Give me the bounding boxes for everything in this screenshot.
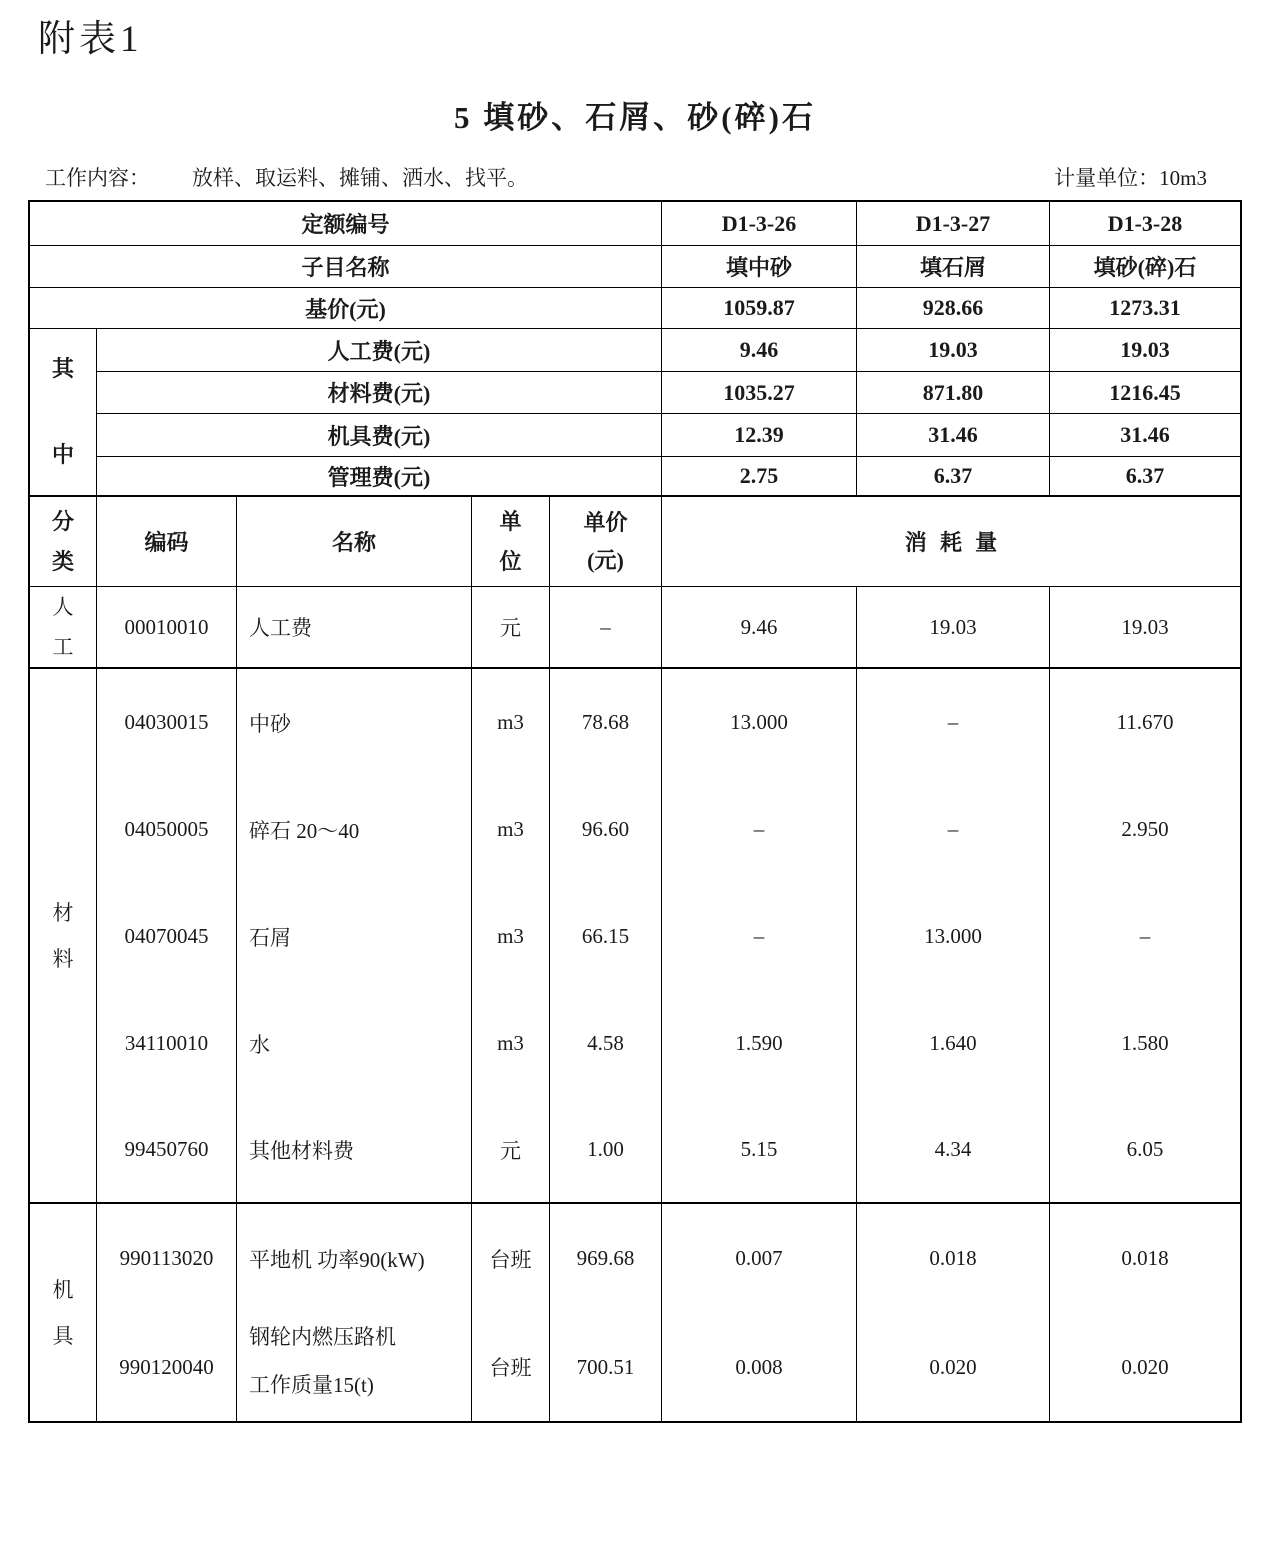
quota-number-value: D1-3-26: [662, 202, 857, 246]
consumption-value: 13.000: [857, 883, 1050, 990]
column-header-category-text: 分类: [51, 508, 74, 574]
material-fee-value: 1035.27: [662, 372, 857, 414]
quota-number-label: 定额编号: [30, 202, 662, 246]
base-price-value: 1273.31: [1050, 288, 1240, 329]
section-label-labor-text: 人工: [52, 595, 74, 659]
consumption-value: –: [1139, 924, 1151, 948]
row-price: 78.68: [550, 669, 662, 776]
row-unit: m3: [472, 990, 550, 1097]
row-code: 04050005: [97, 776, 237, 883]
consumption-value: 0.018: [1121, 1246, 1169, 1270]
row-name: 平地机 功率90(kW): [237, 1204, 472, 1313]
base-price-value: 928.66: [857, 288, 1050, 329]
quota-table: [28, 200, 1242, 1423]
column-header-category: [30, 497, 97, 587]
machine-fee-label: 机具费(元): [97, 414, 662, 457]
management-fee-value: 6.37: [857, 457, 1050, 497]
material-fee-label: 材料费(元): [97, 372, 662, 414]
row-code: 990120040: [97, 1313, 237, 1421]
row-price: –: [550, 587, 662, 669]
section-label-machinery-text: 机具: [52, 1277, 74, 1348]
consumption-value: 1.640: [857, 990, 1050, 1097]
row-name: 其他材料费: [237, 1097, 472, 1204]
consumption-value: 11.670: [1116, 710, 1174, 734]
row-unit: 台班: [472, 1313, 550, 1421]
quota-number-value: D1-3-27: [857, 202, 1050, 246]
subitem-name-label: 子目名称: [30, 246, 662, 288]
subitem-name-value: 填石屑: [857, 246, 1050, 288]
row-code: 990113020: [97, 1204, 237, 1313]
consumption-value: 1.590: [662, 990, 857, 1097]
row-price: 969.68: [550, 1204, 662, 1313]
consumption-value: –: [662, 776, 857, 883]
among-label-text: 其中: [51, 356, 74, 467]
row-unit: m3: [472, 669, 550, 776]
row-unit: m3: [472, 776, 550, 883]
meta-row: [45, 162, 1207, 192]
row-price: 4.58: [550, 990, 662, 1097]
consumption-value: 0.008: [662, 1313, 857, 1421]
column-header-name: 名称: [237, 497, 472, 587]
consumption-value: 0.020: [1121, 1354, 1169, 1379]
base-price-label: 基价(元): [30, 288, 662, 329]
column-header-price-line1: 单价: [583, 509, 628, 535]
row-unit: 元: [472, 587, 550, 669]
row-name: 人工费: [237, 587, 472, 669]
row-name: 水: [237, 990, 472, 1097]
section-label-labor: [30, 587, 97, 669]
management-fee-value: 2.75: [662, 457, 857, 497]
labor-fee-label: 人工费(元): [97, 329, 662, 372]
consumption-value: –: [857, 776, 1050, 883]
consumption-value: 0.007: [662, 1204, 857, 1313]
consumption-value: 9.46: [662, 587, 857, 669]
consumption-value: 2.950: [1121, 817, 1169, 841]
column-header-unit: [472, 497, 550, 587]
base-price-value: 1059.87: [662, 288, 857, 329]
row-code: 99450760: [97, 1097, 237, 1204]
row-price: 96.60: [550, 776, 662, 883]
labor-fee-value: 19.03: [857, 329, 1050, 372]
row-name-line1: 钢轮内燃压路机: [249, 1325, 396, 1349]
labor-fee-value: 19.03: [1050, 329, 1240, 372]
row-name-line2: 工作质量15(t): [249, 1373, 374, 1397]
row-name: 石屑: [237, 883, 472, 990]
quota-number-value: D1-3-28: [1050, 202, 1240, 246]
consumption-value: 13.000: [662, 669, 857, 776]
consumption-value: 1.580: [1121, 1031, 1169, 1055]
consumption-value: 0.018: [857, 1204, 1050, 1313]
consumption-value: 4.34: [857, 1097, 1050, 1204]
subitem-name-value: 填砂(碎)石: [1050, 246, 1240, 288]
work-content: [45, 162, 528, 192]
consumption-value: 19.03: [857, 587, 1050, 669]
row-code: 04070045: [97, 883, 237, 990]
work-content-label: 工作内容：: [45, 166, 150, 190]
column-header-unit-text: 单位: [499, 508, 522, 574]
consumption-value: 6.05: [1050, 1097, 1240, 1204]
appendix-label: 附表1: [38, 19, 143, 60]
material-fee-value: 1216.45: [1050, 372, 1240, 414]
machine-fee-value: 12.39: [662, 414, 857, 457]
section-label-machinery: [30, 1204, 97, 1421]
labor-fee-value: 9.46: [662, 329, 857, 372]
row-unit: 元: [472, 1097, 550, 1204]
column-header-code: 编码: [97, 497, 237, 587]
column-header-price: [550, 497, 662, 587]
row-unit: m3: [472, 883, 550, 990]
section-label-material-text: 材料: [52, 900, 74, 971]
section-label-material: [30, 669, 97, 1204]
management-fee-label: 管理费(元): [97, 457, 662, 497]
row-unit: 台班: [472, 1204, 550, 1313]
row-price: 700.51: [550, 1313, 662, 1421]
row-name: 碎石 20～40: [237, 776, 472, 883]
row-price: 1.00: [550, 1097, 662, 1204]
work-content-text: 放样、取运料、摊铺、洒水、找平。: [192, 166, 528, 190]
machine-fee-value: 31.46: [1050, 414, 1240, 457]
consumption-value: –: [662, 883, 857, 990]
subitem-name-value: 填中砂: [662, 246, 857, 288]
among-label: [30, 329, 97, 497]
measure-unit-note: 计量单位：10m3: [1054, 166, 1207, 190]
management-fee-value: 6.37: [1050, 457, 1240, 497]
row-name: 中砂: [237, 669, 472, 776]
row-code: 34110010: [97, 990, 237, 1097]
consumption-value: 0.020: [857, 1313, 1050, 1421]
consumption-value: 5.15: [662, 1097, 857, 1204]
page-title: 5 填砂、石屑、砂(碎)石: [454, 100, 816, 135]
machine-fee-value: 31.46: [857, 414, 1050, 457]
row-code: 04030015: [97, 669, 237, 776]
consumption-value: –: [857, 669, 1050, 776]
material-fee-value: 871.80: [857, 372, 1050, 414]
consumption-value: 19.03: [1050, 587, 1240, 669]
row-price: 66.15: [550, 883, 662, 990]
row-name: [237, 1313, 472, 1421]
column-header-price-line2: (元): [587, 547, 624, 573]
column-header-consumption: 消耗量: [662, 497, 1240, 587]
row-code: 00010010: [97, 587, 237, 669]
